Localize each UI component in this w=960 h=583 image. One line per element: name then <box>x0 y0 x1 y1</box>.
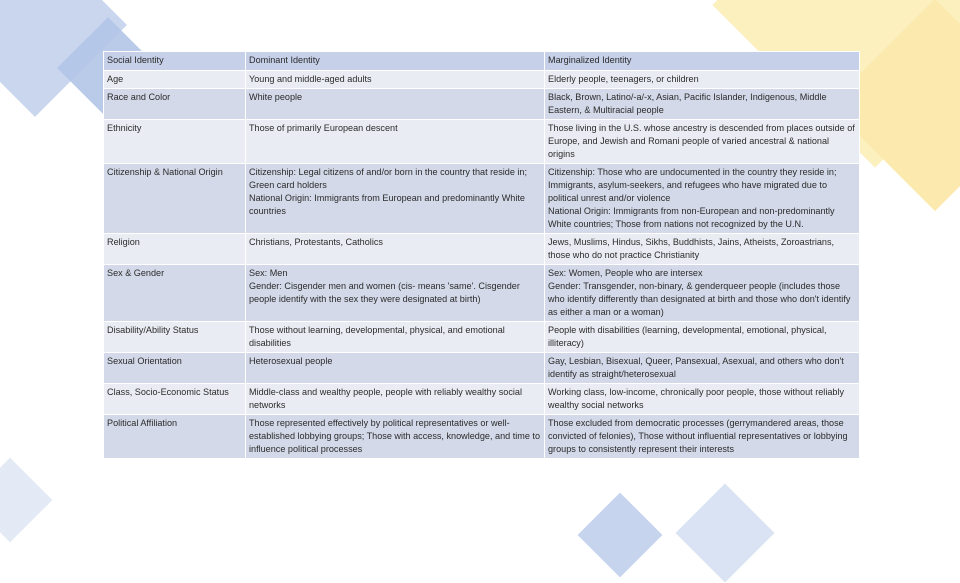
table-row <box>104 265 860 322</box>
cell-text: Gender: Transgender, non-binary, & genderqueer people (includes those who identify differently than designated at birth and those who don't identify as either a man or a woman) <box>548 281 851 317</box>
dominant-cell <box>246 234 545 265</box>
identity-cell <box>104 415 246 459</box>
cell-text: People with disabilities (learning, developmental, emotional, physical, illiteracy) <box>548 325 827 348</box>
identity-cell <box>104 265 246 322</box>
cell-text: Citizenship: Those who are undocumented in the country they reside in; Immigrants, asylum-seekers, and refugees who have migrated due to political unrest and/or violence <box>548 167 837 203</box>
dominant-cell <box>246 265 545 322</box>
table-row <box>104 71 860 89</box>
cell-text: Gender: Cisgender men and women (cis- means 'same'. Cisgender people identify with the sex they were designated at birth) <box>249 281 520 304</box>
identity-cell <box>104 322 246 353</box>
marginalized-cell <box>545 384 860 415</box>
cell-text: Elderly people, teenagers, or children <box>548 74 699 84</box>
marginalized-cell <box>545 164 860 234</box>
marginalized-cell <box>545 234 860 265</box>
cell-text: Young and middle-aged adults <box>249 74 372 84</box>
identity-cell <box>104 353 246 384</box>
marginalized-cell <box>545 353 860 384</box>
identity-cell <box>104 89 246 120</box>
dominant-cell <box>246 353 545 384</box>
identity-cell <box>104 384 246 415</box>
cell-text: Those excluded from democratic processes (gerrymandered areas, those convicted of felonies), Those without influential representatives or lobbying groups to consistently represent their interests <box>548 418 848 454</box>
table-row <box>104 120 860 164</box>
cell-text: Working class, low-income, chronically poor people, those without reliably wealthy social networks <box>548 387 845 410</box>
cell-text: National Origin: Immigrants from European and predominantly White countries <box>249 193 525 216</box>
cell-text: Gay, Lesbian, Bisexual, Queer, Pansexual, Asexual, and others who don't identify as straight/heterosexual <box>548 356 844 379</box>
cell-text: Those of primarily European descent <box>249 123 398 133</box>
marginalized-cell <box>545 89 860 120</box>
marginalized-cell <box>545 120 860 164</box>
cell-text: Age <box>107 74 124 84</box>
cell-text: Citizenship: Legal citizens of and/or born in the country that reside in; Green card holders <box>249 167 528 190</box>
identity-cell <box>104 71 246 89</box>
cell-text: Sex: Men <box>249 268 288 278</box>
cell-text: Those represented effectively by political representatives or well-established lobbying groups; Those with access, knowledge, and time to influence political processes <box>249 418 541 454</box>
dominant-cell <box>246 322 545 353</box>
dominant-cell <box>246 384 545 415</box>
cell-text: Sexual Orientation <box>107 356 182 366</box>
cell-text: Those without learning, developmental, physical, and emotional disabilities <box>249 325 505 348</box>
cell-text: Religion <box>107 237 140 247</box>
cell-text: Political Affiliation <box>107 418 178 428</box>
table-row <box>104 384 860 415</box>
cell-text: Jews, Muslims, Hindus, Sikhs, Buddhists, Jains, Atheists, Zoroastrians, those who do not practice Christianity <box>548 237 835 260</box>
cell-text: Ethnicity <box>107 123 142 133</box>
cell-text: National Origin: Immigrants from non-European and non-predominantly White countries; Those from nations not recognized by the U.N. <box>548 206 835 229</box>
header-dominant-identity: Dominant Identity <box>246 52 545 71</box>
dominant-cell <box>246 164 545 234</box>
header-row <box>104 52 860 71</box>
cell-text: Heterosexual people <box>249 356 333 366</box>
cell-text: Disability/Ability Status <box>107 325 199 335</box>
decorative-diamond <box>676 484 775 583</box>
identity-cell <box>104 234 246 265</box>
decorative-diamond <box>0 458 52 543</box>
dominant-cell <box>246 415 545 459</box>
table-row <box>104 234 860 265</box>
table-row <box>104 89 860 120</box>
cell-text: Christians, Protestants, Catholics <box>249 237 383 247</box>
identity-cell <box>104 164 246 234</box>
table-row <box>104 415 860 459</box>
marginalized-cell <box>545 265 860 322</box>
cell-text: Citizenship & National Origin <box>107 167 223 177</box>
marginalized-cell <box>545 415 860 459</box>
table-row <box>104 322 860 353</box>
cell-text: Those living in the U.S. whose ancestry is descended from places outside of Europe, and Jewish and Romani people of varied ancestral & national origins <box>548 123 855 159</box>
dominant-cell <box>246 89 545 120</box>
cell-text: Class, Socio-Economic Status <box>107 387 229 397</box>
dominant-cell <box>246 71 545 89</box>
cell-text: White people <box>249 92 303 102</box>
cell-text: Sex: Women, People who are intersex <box>548 268 703 278</box>
identity-table <box>103 51 860 459</box>
table-row <box>104 164 860 234</box>
cell-text: Black, Brown, Latino/-a/-x, Asian, Pacific Islander, Indigenous, Middle Eastern, & Multiracial people <box>548 92 827 115</box>
cell-text: Middle-class and wealthy people, people with reliably wealthy social networks <box>249 387 522 410</box>
decorative-diamond <box>578 493 663 578</box>
identity-cell <box>104 120 246 164</box>
marginalized-cell <box>545 71 860 89</box>
cell-text: Race and Color <box>107 92 171 102</box>
dominant-cell <box>246 120 545 164</box>
header-social-identity: Social Identity <box>104 52 246 71</box>
marginalized-cell <box>545 322 860 353</box>
cell-text: Sex & Gender <box>107 268 165 278</box>
table-row <box>104 353 860 384</box>
header-marginalized-identity: Marginalized Identity <box>545 52 860 71</box>
